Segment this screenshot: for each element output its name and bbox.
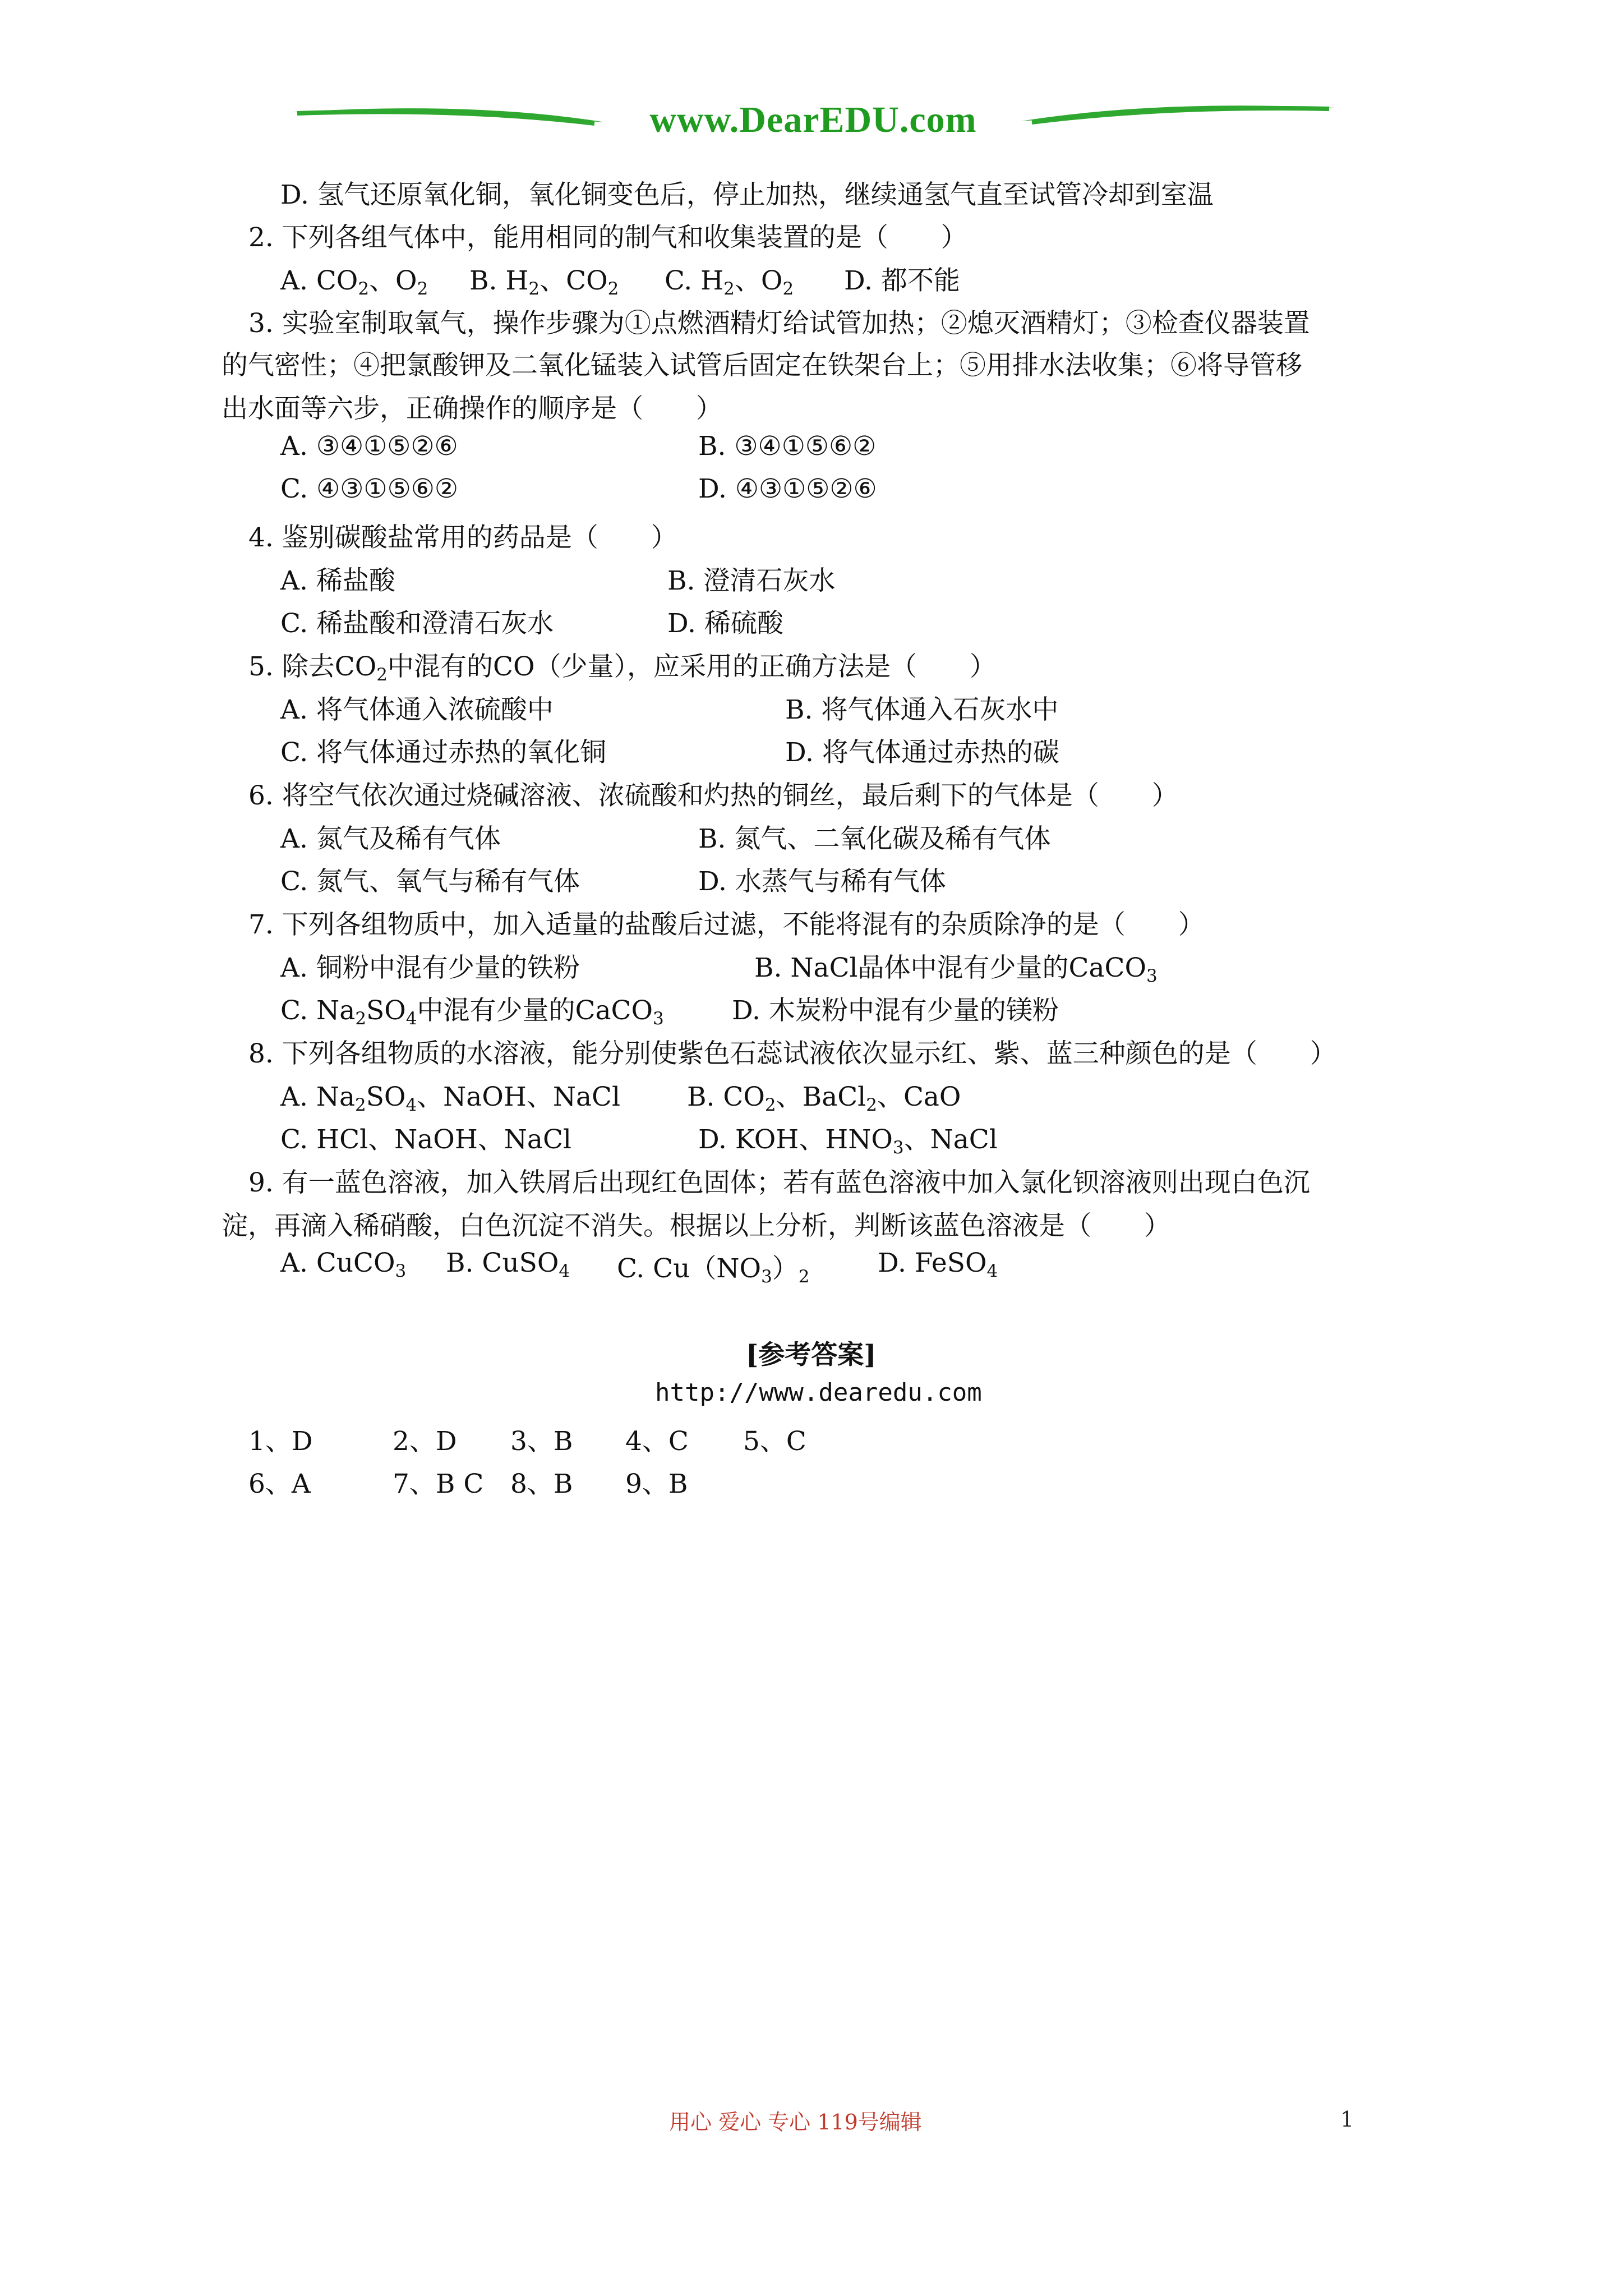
q2-option-d: D. 都不能 — [844, 265, 960, 296]
answer-7: 7、B C — [393, 1469, 484, 1499]
answer-url[interactable]: http://www.dearedu.com — [655, 1378, 982, 1407]
site-header — [292, 95, 1335, 146]
footer-text: 用心 爱心 专心 119号编辑 — [669, 2110, 922, 2134]
q6-stem: 6. 将空气依次通过烧碱溶液、浓硫酸和灼热的铜丝，最后剩下的气体是（ ） — [248, 780, 1178, 811]
q9-option-d: D. FeSO$_4$ — [878, 1248, 998, 1281]
q8-option-a: A. $Na_2SO_4$、NaOH、NaCl — [280, 1082, 620, 1115]
q8-option-c: C. HCl、NaOH、NaCl — [280, 1124, 571, 1155]
q7-option-d: D. 木炭粉中混有少量的镁粉 — [732, 995, 1059, 1026]
answer-3: 3、B — [510, 1426, 573, 1457]
q5-option-c: C. 将气体通过赤热的氧化铜 — [280, 737, 607, 768]
answer-9: 9、B — [625, 1469, 688, 1499]
q6-option-a: A. 氮气及稀有气体 — [280, 823, 501, 854]
answer-6: 6、A — [248, 1469, 311, 1499]
q1-option-d: D. 氢气还原氧化铜，氧化铜变色后，停止加热，继续通氢气直至试管冷却到室温 — [280, 180, 1214, 210]
site-logo[interactable]: www.DearEDU.com — [649, 99, 977, 140]
q3-option-a: A. ③④①⑤②⑥ — [280, 431, 458, 462]
q5-option-d: D. 将气体通过赤热的碳 — [785, 737, 1059, 768]
q2-option-b: B. $H_2$、$CO_2$ — [469, 265, 619, 299]
q3-option-d: D. ④③①⑤②⑥ — [698, 473, 877, 504]
q6-option-d: D. 水蒸气与稀有气体 — [698, 866, 946, 897]
q9-stem-line1: 9. 有一蓝色溶液，加入铁屑后出现红色固体；若有蓝色溶液中加入氯化钡溶液则出现白色沉 — [248, 1167, 1310, 1198]
q4-option-c: C. 稀盐酸和澄清石灰水 — [280, 608, 554, 639]
q9-option-c: C. $Cu(NO_3)_2$ — [617, 1253, 810, 1287]
q3-option-b: B. ③④①⑤⑥② — [698, 431, 877, 462]
q4-stem: 4. 鉴别碳酸盐常用的药品是（ ） — [248, 522, 677, 553]
q7-option-b: B. NaCl晶体中混有少量的CaCO$_3$ — [754, 953, 1158, 986]
q3-stem-line3: 出水面等六步，正确操作的顺序是（ ） — [222, 393, 722, 424]
answer-2: 2、D — [393, 1426, 457, 1457]
q9-option-b: B. CuSO$_4$ — [446, 1248, 570, 1281]
q9-option-a: A. CuCO$_3$ — [280, 1248, 407, 1281]
q2-option-c: C. $H_2$、$O_2$ — [665, 265, 794, 299]
q4-option-b: B. 澄清石灰水 — [667, 565, 836, 596]
q6-option-c: C. 氮气、氧气与稀有气体 — [280, 866, 580, 897]
q5-stem: 5. 除去$CO_2$中混有的CO（少量），应采用的正确方法是（ ） — [248, 651, 997, 685]
q7-option-c: C. $Na_2SO_4$中混有少量的CaCO$_3$ — [280, 995, 664, 1029]
q6-option-b: B. 氮气、二氧化碳及稀有气体 — [698, 823, 1051, 854]
q8-option-b: B. $CO_2$、BaCl$_2$、CaO — [687, 1082, 961, 1115]
answer-4: 4、C — [625, 1426, 689, 1457]
q3-stem-line1: 3. 实验室制取氧气，操作步骤为①点燃酒精灯给试管加热；②熄灭酒精灯；③检查仪器装置 — [248, 308, 1310, 339]
q4-option-a: A. 稀盐酸 — [280, 565, 395, 596]
q8-option-d: D. KOH、$HNO_3$、NaCl — [698, 1124, 998, 1158]
page-number: 1 — [1340, 2107, 1354, 2132]
q8-stem: 8. 下列各组物质的水溶液，能分别使紫色石蕊试液依次显示红、紫、蓝三种颜色的是（ ） — [248, 1038, 1336, 1069]
q7-option-a: A. 铜粉中混有少量的铁粉 — [280, 953, 580, 983]
q5-option-b: B. 将气体通入石灰水中 — [785, 694, 1059, 725]
q5-option-a: A. 将气体通入浓硫酸中 — [280, 694, 554, 725]
q9-stem-line2: 淀，再滴入稀硝酸，白色沉淀不消失。根据以上分析，判断该蓝色溶液是（ ） — [222, 1211, 1170, 1241]
answer-8: 8、B — [510, 1469, 573, 1499]
q3-option-c: C. ④③①⑤⑥② — [280, 473, 458, 504]
q7-stem: 7. 下列各组物质中，加入适量的盐酸后过滤，不能将混有的杂质除净的是（ ） — [248, 909, 1205, 940]
q3-stem-line2: 的气密性；④把氯酸钾及二氧化锰装入试管后固定在铁架台上；⑤用排水法收集；⑥将导管移 — [222, 350, 1302, 381]
answer-1: 1、D — [248, 1426, 313, 1457]
q2-stem: 2. 下列各组气体中，能用相同的制气和收集装置的是（ ） — [248, 222, 967, 253]
q4-option-d: D. 稀硫酸 — [667, 608, 783, 639]
answer-title: [参考答案] — [746, 1340, 877, 1370]
q2-option-a: A. $CO_2$、$O_2$ — [280, 265, 428, 299]
answer-5: 5、C — [743, 1426, 806, 1457]
